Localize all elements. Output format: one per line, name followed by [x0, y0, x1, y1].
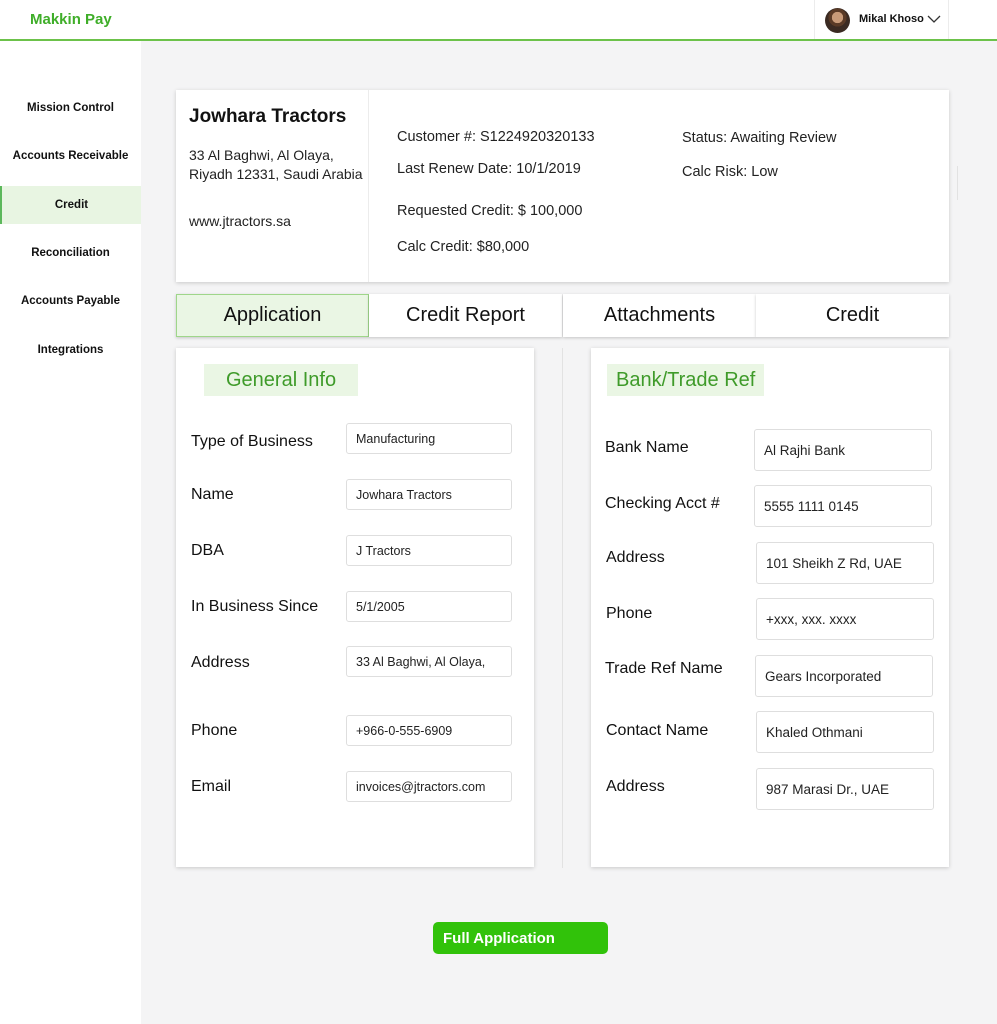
field-label-checking-acct: Checking Acct #	[605, 495, 720, 512]
field-label-bank-phone: Phone	[606, 605, 653, 622]
field-label-trade-ref-name: Trade Ref Name	[605, 660, 723, 677]
trade-address-input[interactable]: 987 Marasi Dr., UAE	[756, 768, 934, 810]
calc-credit: Calc Credit: $80,000	[397, 239, 530, 255]
sidebar-item-accounts-payable[interactable]: Accounts Payable	[20, 295, 121, 307]
field-label-email: Email	[191, 778, 232, 795]
customer-summary-card	[176, 90, 949, 282]
field-label-bank-name: Bank Name	[605, 439, 689, 456]
dba-input[interactable]: J Tractors	[346, 535, 512, 566]
company-name: Jowhara Tractors	[189, 106, 347, 127]
general-info-title: General Info	[204, 364, 358, 396]
company-address: 33 Al Baghwi, Al Olaya, Riyadh 12331, Saudi Arabia	[189, 147, 363, 182]
panel-divider	[562, 348, 563, 868]
checking-acct-input[interactable]: 5555 1111 0145	[754, 485, 932, 527]
summary-divider	[368, 90, 369, 282]
tab-application[interactable]: Application	[176, 294, 369, 337]
tab-credit[interactable]: Credit	[756, 294, 949, 337]
general-info-panel	[176, 348, 534, 867]
in-business-since-input[interactable]: 5/1/2005	[346, 591, 512, 622]
requested-credit: Requested Credit: $ 100,000	[397, 203, 583, 219]
sidebar-item-reconciliation[interactable]: Reconciliation	[31, 247, 110, 259]
address-input[interactable]: 33 Al Baghwi, Al Olaya,	[346, 646, 512, 677]
name-input[interactable]: Jowhara Tractors	[346, 479, 512, 510]
sidebar-item-integrations[interactable]: Integrations	[37, 344, 104, 356]
tab-credit-report[interactable]: Credit Report	[369, 294, 562, 337]
field-label-dba: DBA	[191, 542, 224, 559]
field-label-address: Address	[191, 654, 250, 671]
calc-risk: Calc Risk: Low	[682, 164, 778, 180]
sidebar-item-accounts-receivable[interactable]: Accounts Receivable	[12, 150, 129, 162]
brand-logo[interactable]: Makkin Pay	[30, 11, 112, 28]
type-of-business-input[interactable]: Manufacturing	[346, 423, 512, 454]
field-label-contact-name: Contact Name	[606, 722, 709, 739]
company-website[interactable]: www.jtractors.sa	[189, 213, 291, 229]
trade-ref-name-input[interactable]: Gears Incorporated	[755, 655, 933, 697]
phone-input[interactable]: +966-0-555-6909	[346, 715, 512, 746]
sidebar-item-mission-control[interactable]: Mission Control	[27, 102, 114, 114]
user-name[interactable]: Mikal Khoso	[859, 13, 924, 25]
last-renew-date: Last Renew Date: 10/1/2019	[397, 161, 581, 177]
field-label-type-of-business: Type of Business	[191, 433, 313, 450]
scroll-edge-divider	[957, 166, 958, 200]
bank-trade-ref-title: Bank/Trade Ref	[607, 364, 764, 396]
user-menu[interactable]	[814, 0, 949, 39]
bank-address-input[interactable]: 101 Sheikh Z Rd, UAE	[756, 542, 934, 584]
sidebar-item-credit[interactable]: Credit	[0, 186, 141, 224]
field-label-trade-address: Address	[606, 778, 665, 795]
user-avatar[interactable]	[825, 8, 850, 33]
customer-number: Customer #: S1224920320133	[397, 129, 595, 145]
tab-bar	[176, 294, 949, 337]
field-label-in-business-since: In Business Since	[191, 598, 319, 615]
tab-attachments[interactable]: Attachments	[563, 294, 756, 337]
field-label-phone: Phone	[191, 722, 238, 739]
field-label-name: Name	[191, 486, 234, 503]
bank-phone-input[interactable]: +xxx, xxx. xxxx	[756, 598, 934, 640]
sidebar	[0, 41, 141, 1024]
bank-trade-ref-panel	[591, 348, 949, 867]
contact-name-input[interactable]: Khaled Othmani	[756, 711, 934, 753]
email-input[interactable]: invoices@jtractors.com	[346, 771, 512, 802]
top-bar	[0, 0, 997, 41]
status-text: Status: Awaiting Review	[682, 130, 837, 146]
full-application-button[interactable]: Full Application	[433, 922, 608, 954]
field-label-bank-address: Address	[606, 549, 665, 566]
bank-name-input[interactable]: Al Rajhi Bank	[754, 429, 932, 471]
chevron-down-icon[interactable]	[927, 14, 941, 24]
